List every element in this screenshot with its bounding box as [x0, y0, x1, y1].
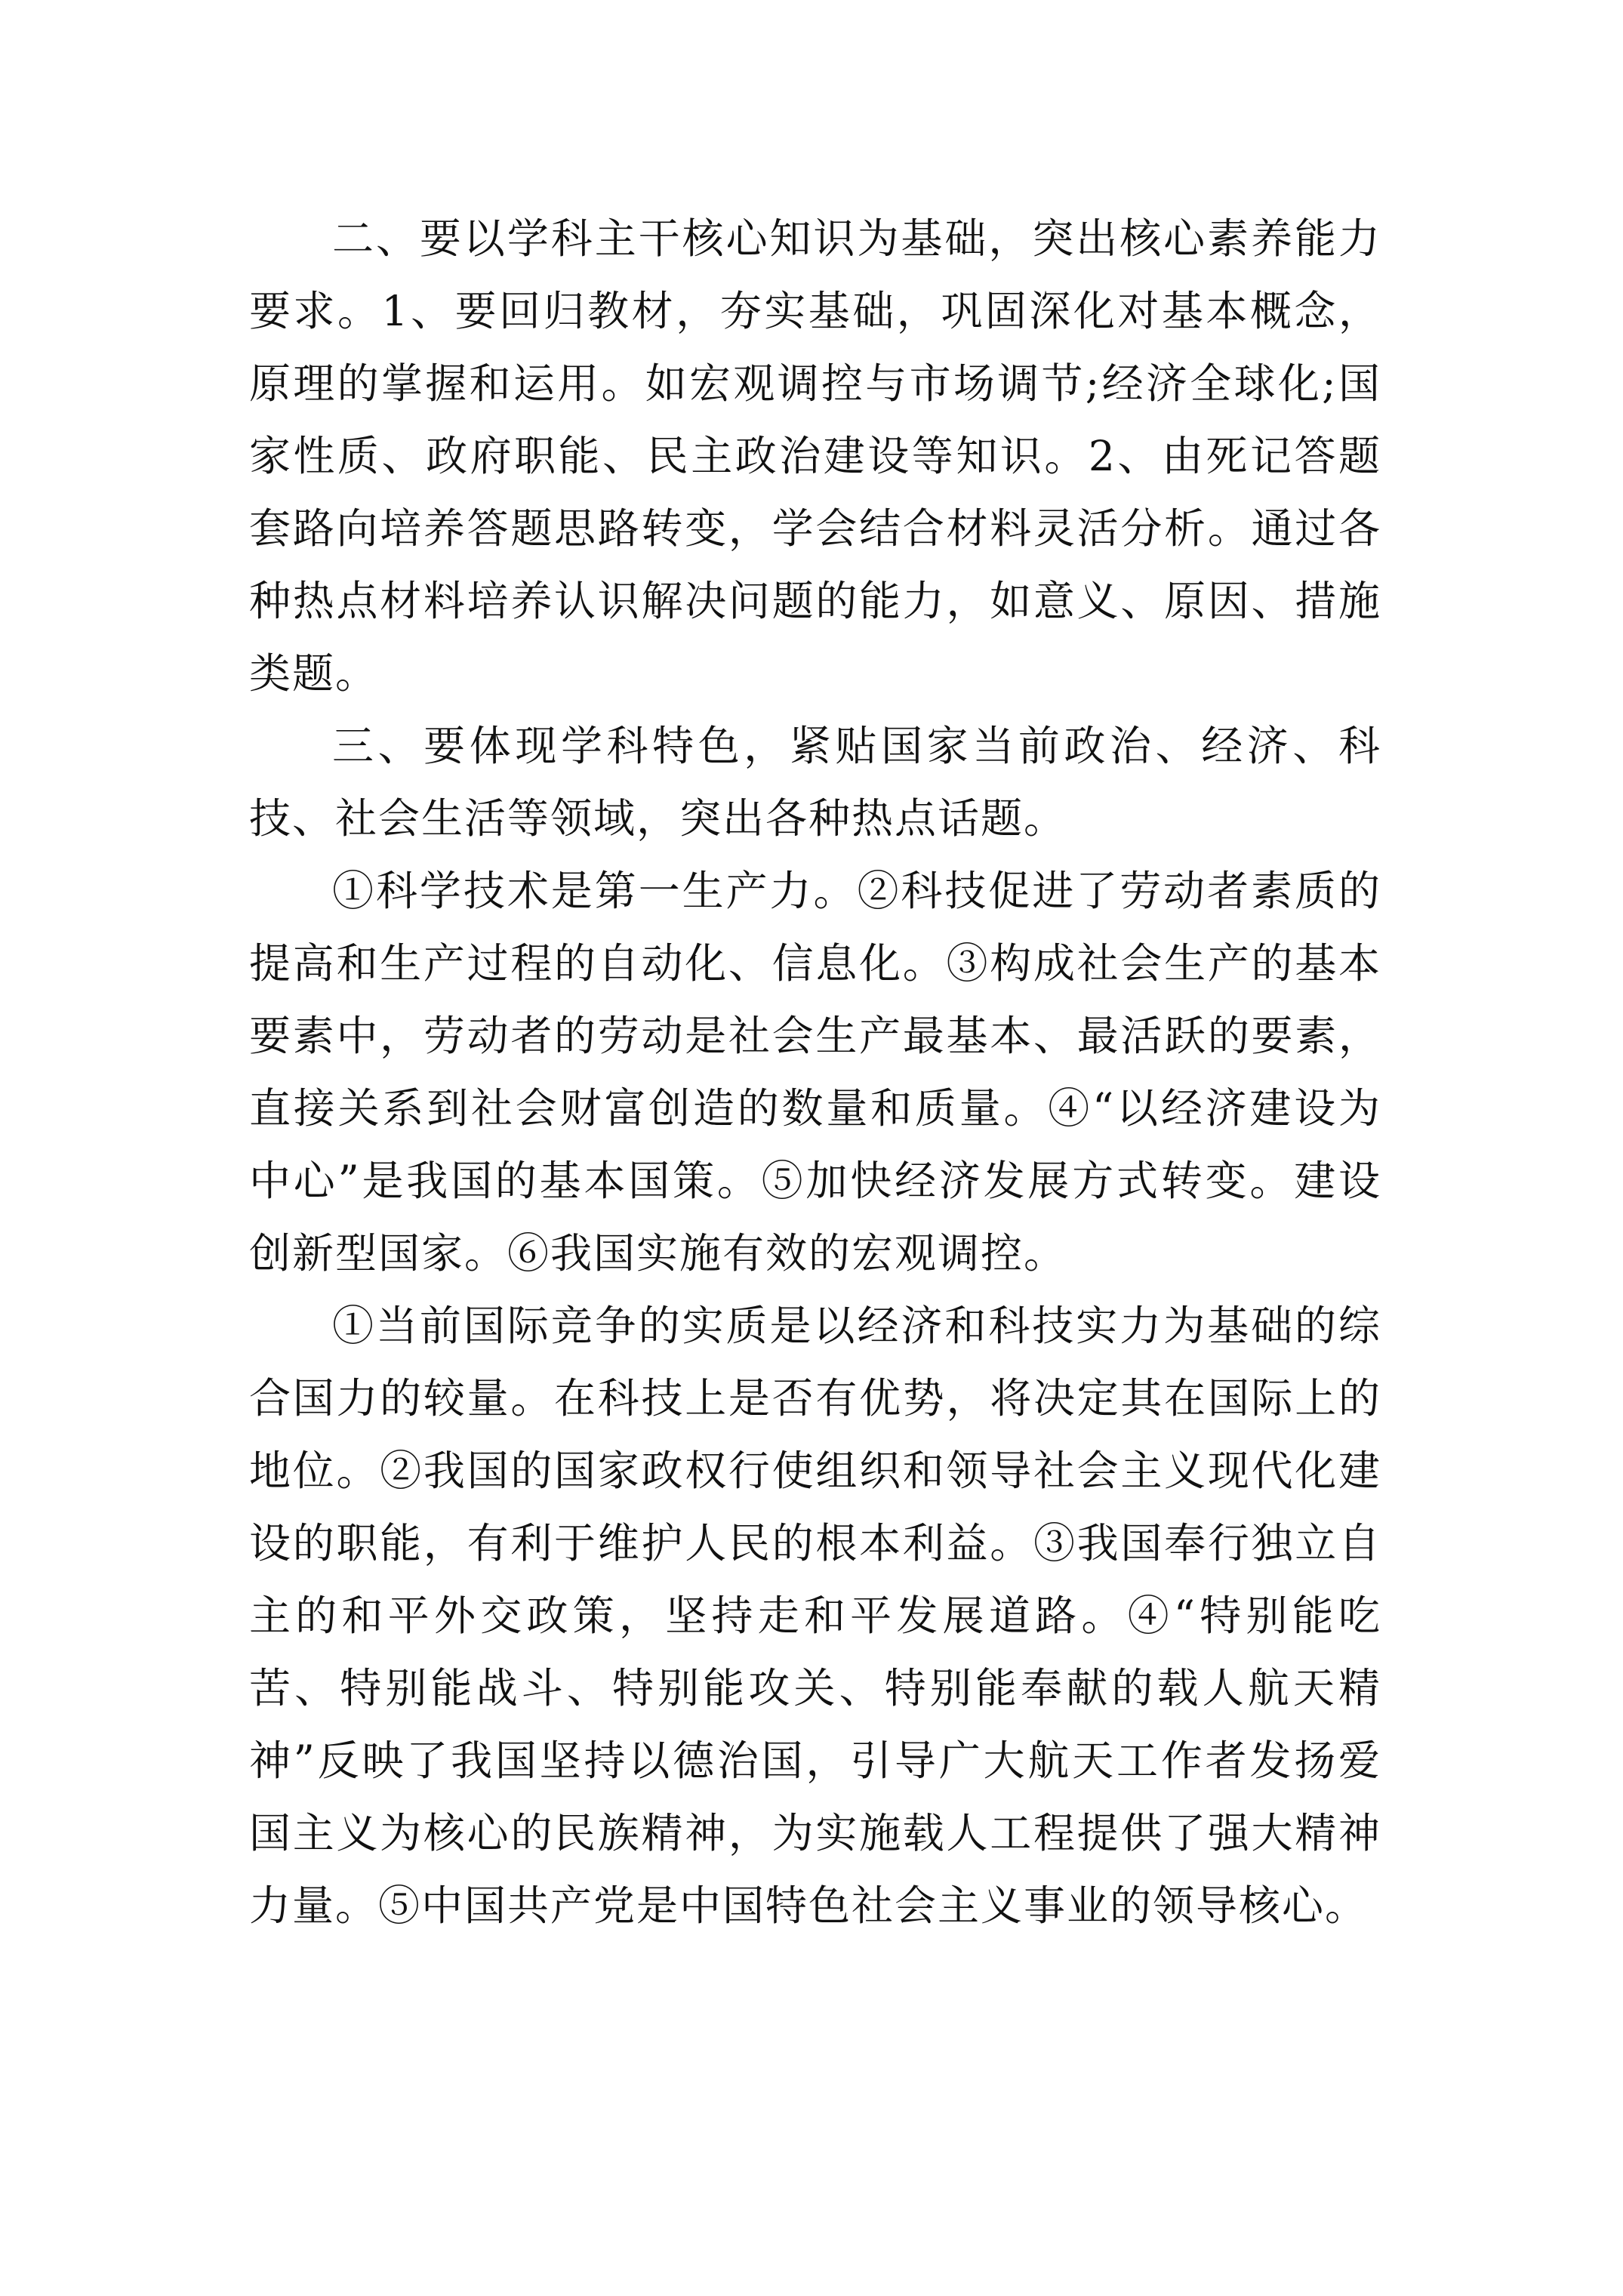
paragraph-core-knowledge: 二、要以学科主干核心知识为基础，突出核心素养能力要求。1、要回归教材，夯实基础，巩固深化对基本概念，原理的掌握和运用。如宏观调控与市场调节;经济全球化;国家性质、政府职能、民主政治建设等知识。2、由死记答题套路向培养答题思路转变，学会结合材料灵活分析。通过各种热点材料培养认识解决问题的能力，如意义、原因、措施类题。 [249, 214, 1381, 698]
paragraph-international-competition: ①当前国际竞争的实质是以经济和科技实力为基础的综合国力的较量。在科技上是否有优势，将决定其在国际上的地位。②我国的国家政权行使组织和领导社会主义现代化建设的职能，有利于维护人民的根本利益。③我国奉行独立自主的和平外交政策，坚持走和平发展道路。④“特别能吃苦、特别能战斗、特别能攻关、特别能奉献的载人航天精神”反映了我国坚持以德治国，引导广大航天工作者发扬爱国主义为核心的民族精神，为实施载人工程提供了强大精神力量。⑤中国共产党是中国特色社会主义事业的领导核心。 [249, 1302, 1381, 1930]
document-body [249, 202, 1381, 1942]
paragraph-science-technology: ①科学技术是第一生产力。②科技促进了劳动者素质的提高和生产过程的自动化、信息化。③构成社会生产的基本要素中，劳动者的劳动是社会生产最基本、最活跃的要素，直接关系到社会财富创造的数量和质量。④“以经济建设为中心”是我国的基本国策。⑤加快经济发展方式转变。建设创新型国家。⑥我国实施有效的宏观调控。 [249, 867, 1381, 1277]
paragraph-subject-features: 三、要体现学科特色，紧贴国家当前政治、经济、科技、社会生活等领域，突出各种热点话题。 [249, 722, 1381, 843]
